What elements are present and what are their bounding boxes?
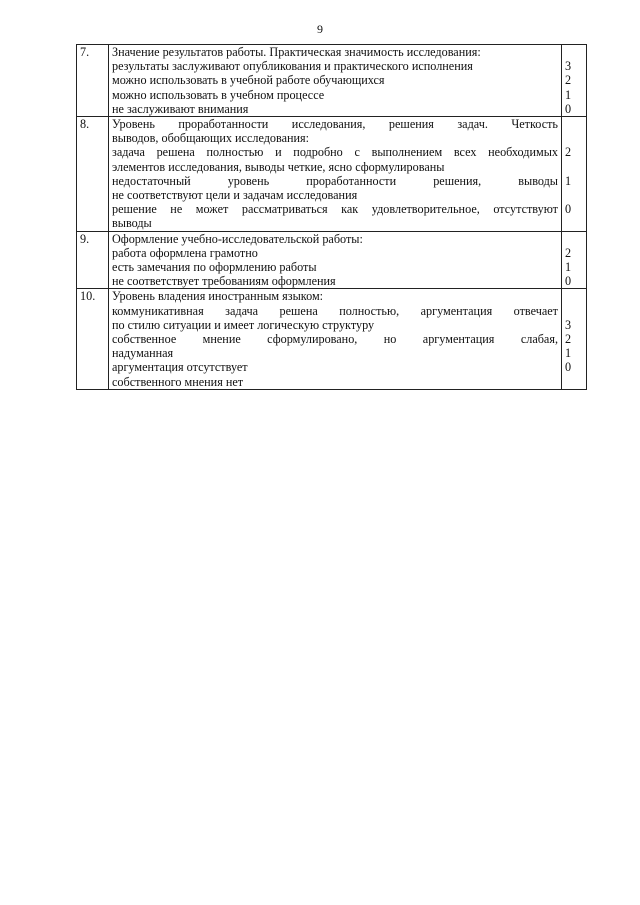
criterion-description — [109, 231, 562, 289]
criterion-line: работа оформлена грамотно — [112, 245, 258, 260]
table-row — [77, 289, 587, 389]
score-value: 1 — [565, 346, 572, 361]
criterion-line: элементов исследования, выводы четкие, ясно сформулированы — [112, 159, 445, 174]
criterion-scores — [562, 117, 587, 232]
score-value: 0 — [565, 360, 572, 375]
criterion-number: 10. — [77, 289, 109, 389]
criterion-line: не соответствуют цели и задачам исследования — [112, 188, 358, 203]
score-value: 2 — [565, 73, 572, 88]
table-row — [77, 117, 587, 232]
criteria-table — [76, 44, 587, 390]
criterion-line: можно использовать в учебной работе обучающихся — [112, 73, 385, 88]
criterion-number: 8. — [77, 117, 109, 232]
score-value: 0 — [565, 202, 572, 217]
criterion-heading: Значение результатов работы. Практическая значимость исследования: — [112, 45, 481, 59]
criterion-scores — [562, 45, 587, 117]
criterion-scores — [562, 289, 587, 389]
criterion-scores — [562, 231, 587, 289]
criterion-heading: Уровень проработанности исследования, решения задач. Четкость — [112, 117, 558, 132]
criterion-line: аргументация отсутствует — [112, 360, 248, 375]
criterion-number: 7. — [77, 45, 109, 117]
score-value: 0 — [565, 101, 572, 116]
criterion-line: задача решена полностью и подробно с выполнением всех необходимых — [112, 145, 558, 160]
criterion-description — [109, 117, 562, 232]
score-value: 2 — [565, 332, 572, 347]
table-row — [77, 45, 587, 117]
criterion-line: собственного мнения нет — [112, 374, 244, 389]
criterion-line: не заслуживают внимания — [112, 101, 249, 116]
criterion-line: можно использовать в учебном процессе — [112, 87, 325, 102]
criterion-line: собственное мнение сформулировано, но аргументация слабая, — [112, 332, 558, 347]
criterion-line: не соответствует требованиям оформления — [112, 274, 336, 289]
table-row — [77, 231, 587, 289]
criterion-line: решение не может рассматриваться как удовлетворительное, отсутствуют — [112, 202, 558, 217]
score-value: 3 — [565, 59, 572, 74]
page-number: 9 — [317, 22, 323, 36]
criterion-description — [109, 289, 562, 389]
score-value: 2 — [565, 145, 572, 160]
criterion-line: результаты заслуживают опубликования и практического исполнения — [112, 59, 473, 74]
criterion-heading: выводов, обобщающих исследования: — [112, 131, 310, 146]
criterion-line: по стилю ситуации и имеет логическую структуру — [112, 317, 375, 332]
score-value: 0 — [565, 274, 572, 289]
score-value: 1 — [565, 87, 572, 102]
score-value: 2 — [565, 245, 572, 260]
score-value: 1 — [565, 173, 572, 188]
criterion-description — [109, 45, 562, 117]
score-value: 3 — [565, 317, 572, 332]
criterion-line: коммуникативная задача решена полностью, аргументация отвечает — [112, 303, 558, 318]
criterion-heading: Оформление учебно-исследовательской работы: — [112, 231, 363, 246]
score-value: 1 — [565, 260, 572, 275]
criterion-line: недостаточный уровень проработанности решения, выводы — [112, 173, 558, 188]
criterion-line: выводы — [112, 216, 152, 231]
criterion-line: надуманная — [112, 346, 174, 361]
criterion-heading: Уровень владения иностранным языком: — [112, 289, 324, 304]
criterion-number: 9. — [77, 231, 109, 289]
criterion-line: есть замечания по оформлению работы — [112, 260, 317, 275]
